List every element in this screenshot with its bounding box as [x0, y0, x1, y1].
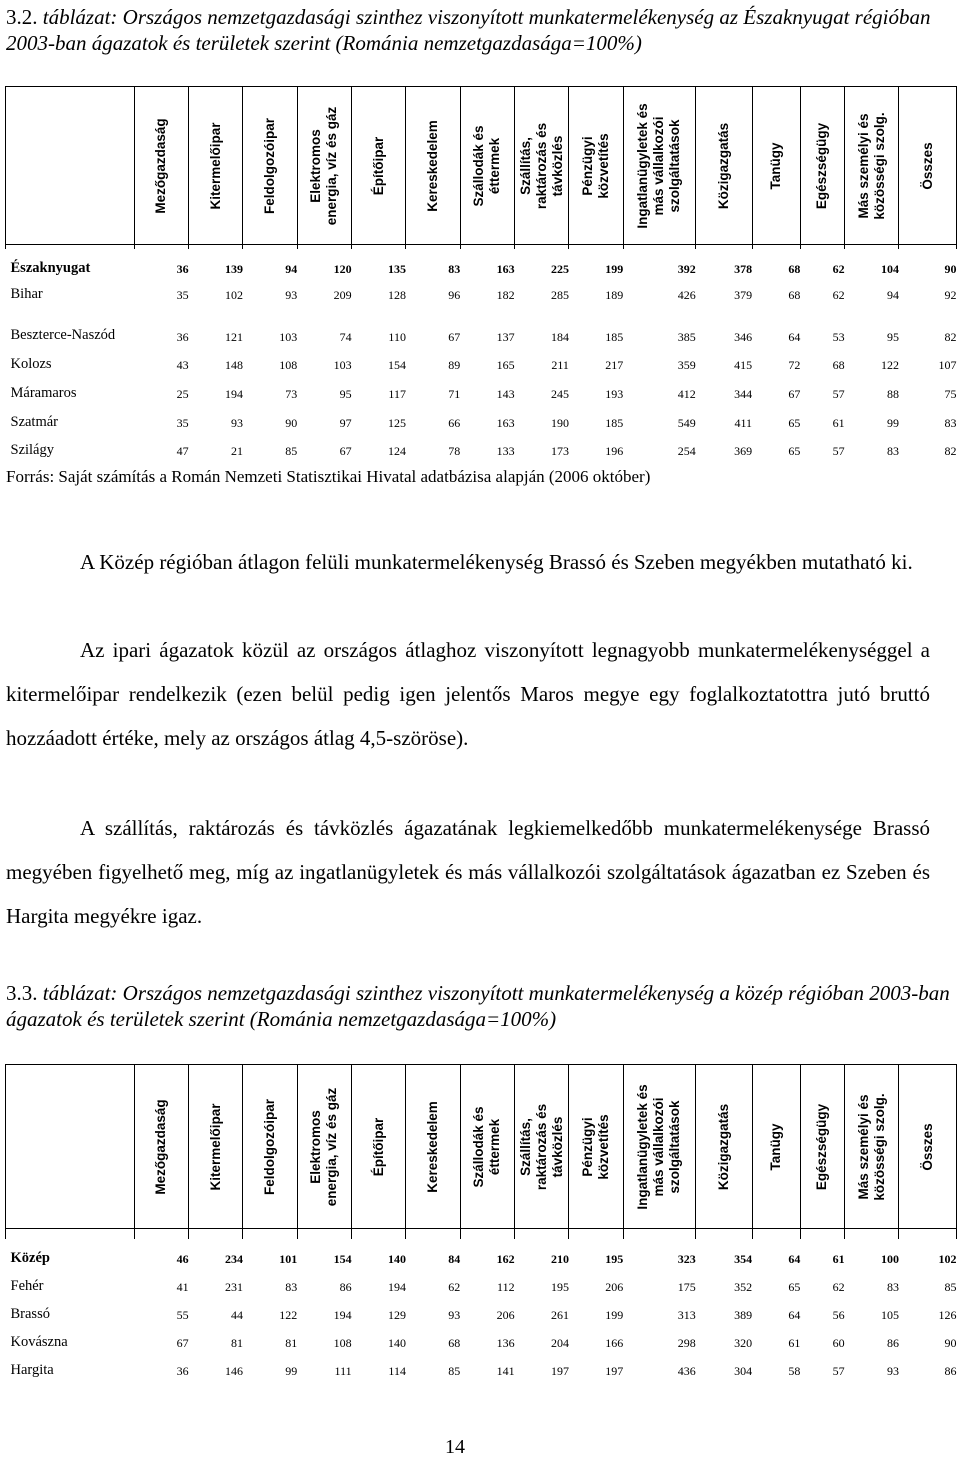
cell-kovaszna-epitoipar: 140 [387, 1335, 406, 1350]
table-row [6, 1323, 957, 1351]
cell-szilagy-osszes: 82 [944, 443, 957, 458]
cell-szatmar-mas-szemelyi-es-kozossegi-szolg: 99 [886, 415, 899, 430]
cell-kozep-mezogazdasag: 46 [176, 1251, 189, 1266]
cell-beszterce-naszod-feldolgozoipar: 103 [279, 329, 298, 344]
cell-kovaszna-ingatlanugyletek-es-mas-vallalkozoi-szolgaltatasok: 298 [677, 1335, 696, 1350]
cell-hargita-penzugyi-kozvetites: 197 [605, 1363, 624, 1378]
cell-hargita-elektromos-energia-viz-es-gaz: 111 [334, 1363, 352, 1378]
table-row [6, 277, 957, 303]
cell-szatmar-mezogazdasag: 35 [176, 415, 189, 430]
table1-col-header-osszes [899, 87, 957, 245]
cell-hargita-egeszsegugy: 57 [832, 1363, 845, 1378]
table1-caption [6, 4, 956, 56]
table2-col-header-mezogazdasag [134, 1065, 188, 1229]
cell-brasso-kereskedelem: 93 [448, 1307, 461, 1322]
cell-kolozs-mezogazdasag: 43 [176, 357, 189, 372]
row-label-feher: Fehér [10, 1277, 44, 1294]
cell-brasso-ingatlanugyletek-es-mas-vallalkozoi-szolgaltatasok: 313 [677, 1307, 696, 1322]
cell-feher-mezogazdasag: 41 [176, 1279, 189, 1294]
table-row [6, 249, 957, 277]
table2-col-header-epitoipar [352, 1065, 406, 1229]
cell-kozep-kozigazgatas: 354 [734, 1251, 753, 1266]
cell-kolozs-kitermeloipar: 148 [224, 357, 243, 372]
table2-col-header-penzugyi-kozvetites [569, 1065, 623, 1229]
cell-beszterce-naszod-mezogazdasag: 36 [176, 329, 189, 344]
cell-bihar-tanugy: 68 [788, 287, 801, 302]
cell-maramaros-kereskedelem: 71 [448, 386, 461, 401]
cell-bihar-osszes: 92 [944, 287, 957, 302]
table2-col-label: Ingatlanügyletek és más vállalkozói szolgáltatások [635, 1083, 683, 1210]
cell-bihar-szallodak-es-ettermek: 182 [496, 287, 515, 302]
cell-feher-szallodak-es-ettermek: 112 [497, 1279, 515, 1294]
table1-col-label: Ingatlanügyletek és más vállalkozói szolgáltatások [635, 102, 683, 229]
cell-bihar-epitoipar: 128 [387, 287, 406, 302]
table2-col-header-tanugy [752, 1065, 800, 1229]
table1-header-row [6, 87, 957, 245]
cell-szatmar-kereskedelem: 66 [448, 415, 461, 430]
row-label-szilagy: Szilágy [10, 441, 54, 458]
table1-col-label: Építőipar [370, 136, 386, 195]
table1-caption-text: táblázat: Országos nemzetgazdasági szinthez viszonyított munkatermelékenység az Északnyugat régióban 2003-ban ágazatok és területek szerint (Románia nemzetgazdasága=100%) [6, 5, 931, 55]
table2-col-label: Szállítás, raktározás és távközlés [517, 1103, 565, 1190]
cell-feher-szallitas-raktarozas-es-tavkozles: 195 [550, 1279, 569, 1294]
cell-kolozs-szallitas-raktarozas-es-tavkozles: 211 [551, 357, 569, 372]
cell-eszaknyugat-elektromos-energia-viz-es-gaz: 120 [333, 261, 352, 276]
table-row [6, 431, 957, 459]
cell-maramaros-osszes: 75 [944, 386, 957, 401]
cell-szilagy-tanugy: 65 [788, 443, 801, 458]
paragraph-2-text: Az ipari ágazatok közül az országos átlaghoz viszonyított legnagyobb munkatermelékenységgel a kitermelőipar rendelkezik (ezen belül pedig igen jelentős Maros megye egy foglalkoztatottra jutó bruttó hozzáadott értéke, mely az országos átlag 4,5-szöröse). [6, 638, 930, 750]
cell-szilagy-kozigazgatas: 369 [734, 443, 753, 458]
table2-spacer-row [6, 1229, 957, 1239]
table1-col-header-mezogazdasag [134, 87, 188, 245]
cell-feher-kitermeloipar: 231 [224, 1279, 243, 1294]
cell-bihar-egeszsegugy: 62 [832, 287, 845, 302]
table2-col-header-osszes [899, 1065, 957, 1229]
table2-col-header-egeszsegugy [800, 1065, 844, 1229]
cell-szilagy-kereskedelem: 78 [448, 443, 461, 458]
table1-col-header-ingatlanugyletek-es-mas-vallalkozoi-szolgaltatasok [623, 87, 695, 245]
cell-szilagy-elektromos-energia-viz-es-gaz: 67 [339, 443, 352, 458]
cell-bihar-kereskedelem: 96 [448, 287, 461, 302]
cell-beszterce-naszod-tanugy: 64 [788, 329, 801, 344]
cell-feher-ingatlanugyletek-es-mas-vallalkozoi-szolgaltatasok: 175 [677, 1279, 696, 1294]
cell-maramaros-kozigazgatas: 344 [734, 386, 753, 401]
table1-col-label: Más személyi és közösségi szolg. [855, 111, 887, 220]
cell-beszterce-naszod-penzugyi-kozvetites: 185 [605, 329, 624, 344]
cell-kovaszna-szallitas-raktarozas-es-tavkozles: 204 [550, 1335, 569, 1350]
cell-bihar-mezogazdasag: 35 [176, 287, 189, 302]
cell-bihar-penzugyi-kozvetites: 189 [605, 287, 624, 302]
cell-kovaszna-osszes: 90 [944, 1335, 957, 1350]
cell-kovaszna-mas-szemelyi-es-kozossegi-szolg: 86 [886, 1335, 899, 1350]
cell-beszterce-naszod-kereskedelem: 67 [448, 329, 461, 344]
cell-szilagy-szallodak-es-ettermek: 133 [496, 443, 515, 458]
cell-brasso-szallodak-es-ettermek: 206 [496, 1307, 515, 1322]
table1-col-label: Elektromos energia, víz és gáz [308, 106, 340, 225]
table-row [6, 1239, 957, 1267]
cell-szilagy-ingatlanugyletek-es-mas-vallalkozoi-szolgaltatasok: 254 [677, 443, 696, 458]
row-label-hargita: Hargita [10, 1361, 54, 1378]
cell-eszaknyugat-penzugyi-kozvetites: 199 [605, 261, 624, 276]
cell-szatmar-kozigazgatas: 411 [734, 415, 753, 430]
cell-beszterce-naszod-elektromos-energia-viz-es-gaz: 74 [339, 329, 352, 344]
cell-kolozs-epitoipar: 154 [387, 357, 406, 372]
cell-szilagy-mas-szemelyi-es-kozossegi-szolg: 83 [886, 443, 899, 458]
cell-eszaknyugat-mas-szemelyi-es-kozossegi-szolg: 104 [880, 261, 899, 276]
table1-col-header-elektromos-energia-viz-es-gaz [297, 87, 351, 245]
table2-col-label: Szállodák és éttermek [471, 1105, 503, 1188]
table-row [6, 1351, 957, 1379]
cell-hargita-tanugy: 58 [788, 1363, 801, 1378]
cell-eszaknyugat-mezogazdasag: 36 [176, 261, 189, 276]
cell-kozep-feldolgozoipar: 101 [279, 1251, 298, 1266]
row-label-eszaknyugat: Északnyugat [10, 259, 91, 276]
cell-szilagy-mezogazdasag: 47 [176, 443, 189, 458]
cell-kolozs-ingatlanugyletek-es-mas-vallalkozoi-szolgaltatasok: 359 [677, 357, 696, 372]
cell-eszaknyugat-ingatlanugyletek-es-mas-vallalkozoi-szolgaltatasok: 392 [677, 261, 696, 276]
cell-kovaszna-egeszsegugy: 60 [832, 1335, 845, 1350]
table1-col-label: Közigazgatás [715, 122, 731, 209]
cell-kozep-tanugy: 64 [788, 1251, 801, 1266]
table1-col-label: Mezőgazdaság [153, 117, 169, 214]
table2-col-label: Közigazgatás [715, 1103, 731, 1190]
table1-col-label: Tanügy [768, 142, 784, 189]
row-label-brasso: Brassó [10, 1305, 50, 1322]
table2-col-label: Összes [919, 1122, 935, 1171]
table2-col-header-kozigazgatas [696, 1065, 752, 1229]
paragraph-3-text: A szállítás, raktározás és távközlés ágazatának legkiemelkedőbb munkatermelékenysége Brassó megyében figyelhető meg, míg az ingatlanügyletek és más vállalkozói szolgáltatások ágazatban ez Szeben és Hargita megyékre igaz. [6, 816, 930, 928]
row-label-maramaros: Máramaros [10, 384, 77, 401]
table1-col-label: Kereskedelem [425, 119, 441, 212]
cell-bihar-kozigazgatas: 379 [734, 287, 753, 302]
row-label-szatmar: Szatmár [10, 413, 59, 430]
cell-kovaszna-mezogazdasag: 67 [176, 1335, 189, 1350]
table2-header-stub [6, 1065, 135, 1229]
cell-brasso-penzugyi-kozvetites: 199 [605, 1307, 624, 1322]
cell-hargita-kitermeloipar: 146 [224, 1363, 243, 1378]
table1-body [6, 245, 957, 459]
cell-hargita-mas-szemelyi-es-kozossegi-szolg: 93 [886, 1363, 899, 1378]
cell-kovaszna-kitermeloipar: 81 [230, 1335, 243, 1350]
cell-szatmar-szallodak-es-ettermek: 163 [496, 415, 515, 430]
table1-col-label: Szállítás, raktározás és távközlés [517, 122, 565, 209]
cell-kovaszna-szallodak-es-ettermek: 136 [496, 1335, 515, 1350]
table-row [6, 303, 957, 345]
cell-hargita-szallodak-es-ettermek: 141 [496, 1363, 515, 1378]
cell-maramaros-elektromos-energia-viz-es-gaz: 95 [339, 386, 352, 401]
cell-kozep-mas-szemelyi-es-kozossegi-szolg: 100 [880, 1251, 899, 1266]
table1-col-header-egeszsegugy [800, 87, 844, 245]
table1-caption-number: 3.2. [6, 5, 38, 29]
cell-brasso-egeszsegugy: 56 [832, 1307, 845, 1322]
cell-kovaszna-tanugy: 61 [788, 1335, 801, 1350]
cell-kovaszna-penzugyi-kozvetites: 166 [605, 1335, 624, 1350]
cell-hargita-kereskedelem: 85 [448, 1363, 461, 1378]
cell-bihar-mas-szemelyi-es-kozossegi-szolg: 94 [886, 287, 899, 302]
cell-eszaknyugat-feldolgozoipar: 94 [285, 261, 298, 276]
cell-bihar-elektromos-energia-viz-es-gaz: 209 [333, 287, 352, 302]
table1-col-label: Pénzügyi közvetítés [580, 132, 612, 199]
cell-feher-osszes: 85 [944, 1279, 957, 1294]
cell-feher-kereskedelem: 62 [448, 1279, 461, 1294]
cell-szilagy-egeszsegugy: 57 [832, 443, 845, 458]
table1-col-label: Egészségügy [814, 122, 830, 209]
cell-beszterce-naszod-kozigazgatas: 346 [734, 329, 753, 344]
table2-caption [6, 980, 956, 1032]
cell-eszaknyugat-epitoipar: 135 [387, 261, 406, 276]
table-row [6, 1295, 957, 1323]
cell-hargita-osszes: 86 [944, 1363, 957, 1378]
table2-col-header-szallodak-es-ettermek [460, 1065, 514, 1229]
cell-bihar-kitermeloipar: 102 [224, 287, 243, 302]
cell-brasso-epitoipar: 129 [387, 1307, 406, 1322]
table1-col-header-penzugyi-kozvetites [569, 87, 623, 245]
cell-bihar-ingatlanugyletek-es-mas-vallalkozoi-szolgaltatasok: 426 [677, 287, 696, 302]
cell-kozep-ingatlanugyletek-es-mas-vallalkozoi-szolgaltatasok: 323 [677, 1251, 696, 1266]
cell-kolozs-mas-szemelyi-es-kozossegi-szolg: 122 [880, 357, 899, 372]
cell-maramaros-szallodak-es-ettermek: 143 [496, 386, 515, 401]
cell-beszterce-naszod-szallodak-es-ettermek: 137 [496, 329, 515, 344]
cell-brasso-kitermeloipar: 44 [230, 1307, 243, 1322]
cell-maramaros-kitermeloipar: 194 [224, 386, 243, 401]
table2-col-header-mas-szemelyi-es-kozossegi-szolg [845, 1065, 899, 1229]
table2-col-header-feldolgozoipar [243, 1065, 297, 1229]
cell-brasso-tanugy: 64 [788, 1307, 801, 1322]
cell-eszaknyugat-szallodak-es-ettermek: 163 [496, 261, 515, 276]
cell-kolozs-penzugyi-kozvetites: 217 [605, 357, 624, 372]
cell-szatmar-egeszsegugy: 61 [832, 415, 845, 430]
table2-col-label: Tanügy [768, 1123, 784, 1170]
cell-beszterce-naszod-osszes: 82 [944, 329, 957, 344]
table1-col-label: Összes [919, 141, 935, 190]
cell-feher-epitoipar: 194 [387, 1279, 406, 1294]
table2-col-label: Egészségügy [814, 1103, 830, 1190]
cell-kozep-epitoipar: 140 [387, 1251, 406, 1266]
cell-maramaros-epitoipar: 117 [388, 386, 406, 401]
cell-kolozs-kozigazgatas: 415 [734, 357, 753, 372]
cell-brasso-feldolgozoipar: 122 [279, 1307, 298, 1322]
cell-szilagy-szallitas-raktarozas-es-tavkozles: 173 [550, 443, 569, 458]
cell-brasso-szallitas-raktarozas-es-tavkozles: 261 [550, 1307, 569, 1322]
table2-col-label: Mezőgazdaság [153, 1098, 169, 1195]
cell-brasso-elektromos-energia-viz-es-gaz: 194 [333, 1307, 352, 1322]
cell-feher-kozigazgatas: 352 [734, 1279, 753, 1294]
cell-kolozs-tanugy: 72 [788, 357, 801, 372]
cell-kolozs-elektromos-energia-viz-es-gaz: 103 [333, 357, 352, 372]
paragraph-3 [6, 806, 930, 938]
cell-szilagy-kitermeloipar: 21 [230, 443, 243, 458]
cell-feher-mas-szemelyi-es-kozossegi-szolg: 83 [886, 1279, 899, 1294]
cell-hargita-feldolgozoipar: 99 [285, 1363, 298, 1378]
table1-col-header-kereskedelem [406, 87, 460, 245]
table2-col-header-kereskedelem [406, 1065, 460, 1229]
cell-szatmar-epitoipar: 125 [387, 415, 406, 430]
row-label-beszterce-naszod: Beszterce-Naszód [10, 326, 116, 343]
cell-szatmar-osszes: 83 [944, 415, 957, 430]
row-label-kolozs: Kolozs [10, 355, 52, 372]
cell-maramaros-feldolgozoipar: 73 [285, 386, 298, 401]
table1-col-header-feldolgozoipar [243, 87, 297, 245]
paragraph-1-text: A Közép régióban átlagon felüli munkatermelékenység Brassó és Szeben megyékben mutatható ki. [80, 550, 913, 574]
cell-beszterce-naszod-ingatlanugyletek-es-mas-vallalkozoi-szolgaltatasok: 385 [677, 329, 696, 344]
table1 [5, 86, 957, 459]
table1-col-header-tanugy [752, 87, 800, 245]
cell-kozep-egeszsegugy: 61 [832, 1251, 845, 1266]
table2-col-label: Más személyi és közösségi szolg. [855, 1092, 887, 1201]
paragraph-2 [6, 628, 930, 760]
cell-kozep-elektromos-energia-viz-es-gaz: 154 [333, 1251, 352, 1266]
cell-eszaknyugat-osszes: 90 [944, 261, 957, 276]
table1-source: Forrás: Saját számítás a Román Nemzeti Statisztikai Hivatal adatbázisa alapján (2006 október) [6, 467, 651, 486]
table-row [6, 1267, 957, 1295]
cell-maramaros-tanugy: 67 [788, 386, 801, 401]
cell-eszaknyugat-kozigazgatas: 378 [734, 261, 753, 276]
cell-szatmar-szallitas-raktarozas-es-tavkozles: 190 [550, 415, 569, 430]
cell-kozep-szallodak-es-ettermek: 162 [496, 1251, 515, 1266]
cell-beszterce-naszod-mas-szemelyi-es-kozossegi-szolg: 95 [886, 329, 899, 344]
table-row [6, 373, 957, 402]
cell-kovaszna-feldolgozoipar: 81 [285, 1335, 298, 1350]
cell-kovaszna-kereskedelem: 68 [448, 1335, 461, 1350]
table2-header-row [6, 1065, 957, 1229]
cell-kovaszna-kozigazgatas: 320 [734, 1335, 753, 1350]
table2-col-label: Feldolgozóipar [262, 1098, 278, 1195]
cell-szatmar-feldolgozoipar: 90 [285, 415, 298, 430]
table2-col-header-elektromos-energia-viz-es-gaz [297, 1065, 351, 1229]
table2-col-label: Elektromos energia, víz és gáz [308, 1087, 340, 1206]
table1-col-label: Szállodák és éttermek [471, 124, 503, 207]
cell-szatmar-kitermeloipar: 93 [230, 415, 243, 430]
cell-brasso-kozigazgatas: 389 [734, 1307, 753, 1322]
cell-brasso-osszes: 126 [938, 1307, 957, 1322]
row-label-bihar: Bihar [10, 285, 43, 302]
table2-col-label: Kereskedelem [425, 1100, 441, 1193]
cell-eszaknyugat-kereskedelem: 83 [448, 261, 461, 276]
cell-szatmar-tanugy: 65 [788, 415, 801, 430]
cell-feher-elektromos-energia-viz-es-gaz: 86 [339, 1279, 352, 1294]
row-label-kovaszna: Kovászna [10, 1333, 68, 1350]
cell-beszterce-naszod-szallitas-raktarozas-es-tavkozles: 184 [550, 329, 569, 344]
cell-kozep-osszes: 102 [938, 1251, 957, 1266]
cell-hargita-mezogazdasag: 36 [176, 1363, 189, 1378]
table1-col-label: Kitermelőipar [207, 121, 223, 210]
cell-brasso-mezogazdasag: 55 [176, 1307, 189, 1322]
table2-col-label: Építőipar [370, 1117, 386, 1176]
cell-maramaros-egeszsegugy: 57 [832, 386, 845, 401]
cell-brasso-mas-szemelyi-es-kozossegi-szolg: 105 [880, 1307, 899, 1322]
table2 [5, 1064, 957, 1379]
cell-feher-feldolgozoipar: 83 [285, 1279, 298, 1294]
table2-col-header-szallitas-raktarozas-es-tavkozles [515, 1065, 569, 1229]
cell-bihar-szallitas-raktarozas-es-tavkozles: 285 [550, 287, 569, 302]
cell-kolozs-szallodak-es-ettermek: 165 [496, 357, 515, 372]
cell-kozep-kereskedelem: 84 [448, 1251, 461, 1266]
cell-kovaszna-elektromos-energia-viz-es-gaz: 108 [333, 1335, 352, 1350]
cell-maramaros-mas-szemelyi-es-kozossegi-szolg: 88 [886, 386, 899, 401]
table1-col-header-kozigazgatas [696, 87, 752, 245]
cell-szatmar-penzugyi-kozvetites: 185 [605, 415, 624, 430]
cell-szilagy-epitoipar: 124 [387, 443, 406, 458]
cell-szatmar-elektromos-energia-viz-es-gaz: 97 [339, 415, 352, 430]
cell-eszaknyugat-szallitas-raktarozas-es-tavkozles: 225 [550, 261, 569, 276]
cell-maramaros-mezogazdasag: 25 [176, 386, 189, 401]
table1-header-stub [6, 87, 135, 245]
cell-kozep-kitermeloipar: 234 [224, 1251, 243, 1266]
cell-hargita-epitoipar: 114 [388, 1363, 406, 1378]
cell-beszterce-naszod-epitoipar: 110 [388, 329, 406, 344]
cell-maramaros-penzugyi-kozvetites: 193 [605, 386, 624, 401]
cell-eszaknyugat-kitermeloipar: 139 [224, 261, 243, 276]
table2-caption-number: 3.3. [6, 981, 38, 1005]
cell-feher-egeszsegugy: 62 [832, 1279, 845, 1294]
cell-hargita-ingatlanugyletek-es-mas-vallalkozoi-szolgaltatasok: 436 [677, 1363, 696, 1378]
table2-col-header-kitermeloipar [189, 1065, 243, 1229]
cell-kolozs-egeszsegugy: 68 [832, 357, 845, 372]
table2-col-label: Kitermelőipar [207, 1102, 223, 1191]
cell-eszaknyugat-tanugy: 68 [788, 261, 801, 276]
table1-col-header-kitermeloipar [189, 87, 243, 245]
cell-feher-penzugyi-kozvetites: 206 [605, 1279, 624, 1294]
cell-bihar-feldolgozoipar: 93 [285, 287, 298, 302]
cell-kozep-penzugyi-kozvetites: 195 [605, 1251, 624, 1266]
table-row [6, 402, 957, 431]
table1-col-header-szallitas-raktarozas-es-tavkozles [515, 87, 569, 245]
cell-kozep-szallitas-raktarozas-es-tavkozles: 210 [550, 1251, 569, 1266]
cell-eszaknyugat-egeszsegugy: 62 [832, 261, 845, 276]
cell-feher-tanugy: 65 [788, 1279, 801, 1294]
cell-maramaros-szallitas-raktarozas-es-tavkozles: 245 [550, 386, 569, 401]
cell-beszterce-naszod-kitermeloipar: 121 [224, 329, 243, 344]
cell-hargita-kozigazgatas: 304 [734, 1363, 753, 1378]
page-number: 14 [445, 1436, 465, 1458]
cell-szilagy-penzugyi-kozvetites: 196 [605, 443, 624, 458]
paragraph-1 [6, 540, 930, 584]
cell-kolozs-kereskedelem: 89 [448, 357, 461, 372]
cell-szatmar-ingatlanugyletek-es-mas-vallalkozoi-szolgaltatasok: 549 [677, 415, 696, 430]
table1-col-label: Feldolgozóipar [262, 117, 278, 214]
table2-col-header-ingatlanugyletek-es-mas-vallalkozoi-szolgaltatasok [623, 1065, 695, 1229]
row-label-kozep: Közép [10, 1249, 50, 1266]
cell-beszterce-naszod-egeszsegugy: 53 [832, 329, 845, 344]
table1-col-header-epitoipar [352, 87, 406, 245]
cell-hargita-szallitas-raktarozas-es-tavkozles: 197 [550, 1363, 569, 1378]
table2-caption-text: táblázat: Országos nemzetgazdasági szinthez viszonyított munkatermelékenység a közép régióban 2003-ban ágazatok és területek szerint (Románia nemzetgazdasága=100%) [6, 981, 950, 1031]
cell-szilagy-feldolgozoipar: 85 [285, 443, 298, 458]
cell-maramaros-ingatlanugyletek-es-mas-vallalkozoi-szolgaltatasok: 412 [677, 386, 696, 401]
table-row [6, 345, 957, 373]
table2-body [6, 1229, 957, 1379]
cell-kolozs-feldolgozoipar: 108 [279, 357, 298, 372]
cell-kolozs-osszes: 107 [938, 357, 957, 372]
table2-col-label: Pénzügyi közvetítés [580, 1113, 612, 1180]
table1-col-header-szallodak-es-ettermek [460, 87, 514, 245]
table1-col-header-mas-szemelyi-es-kozossegi-szolg [845, 87, 899, 245]
